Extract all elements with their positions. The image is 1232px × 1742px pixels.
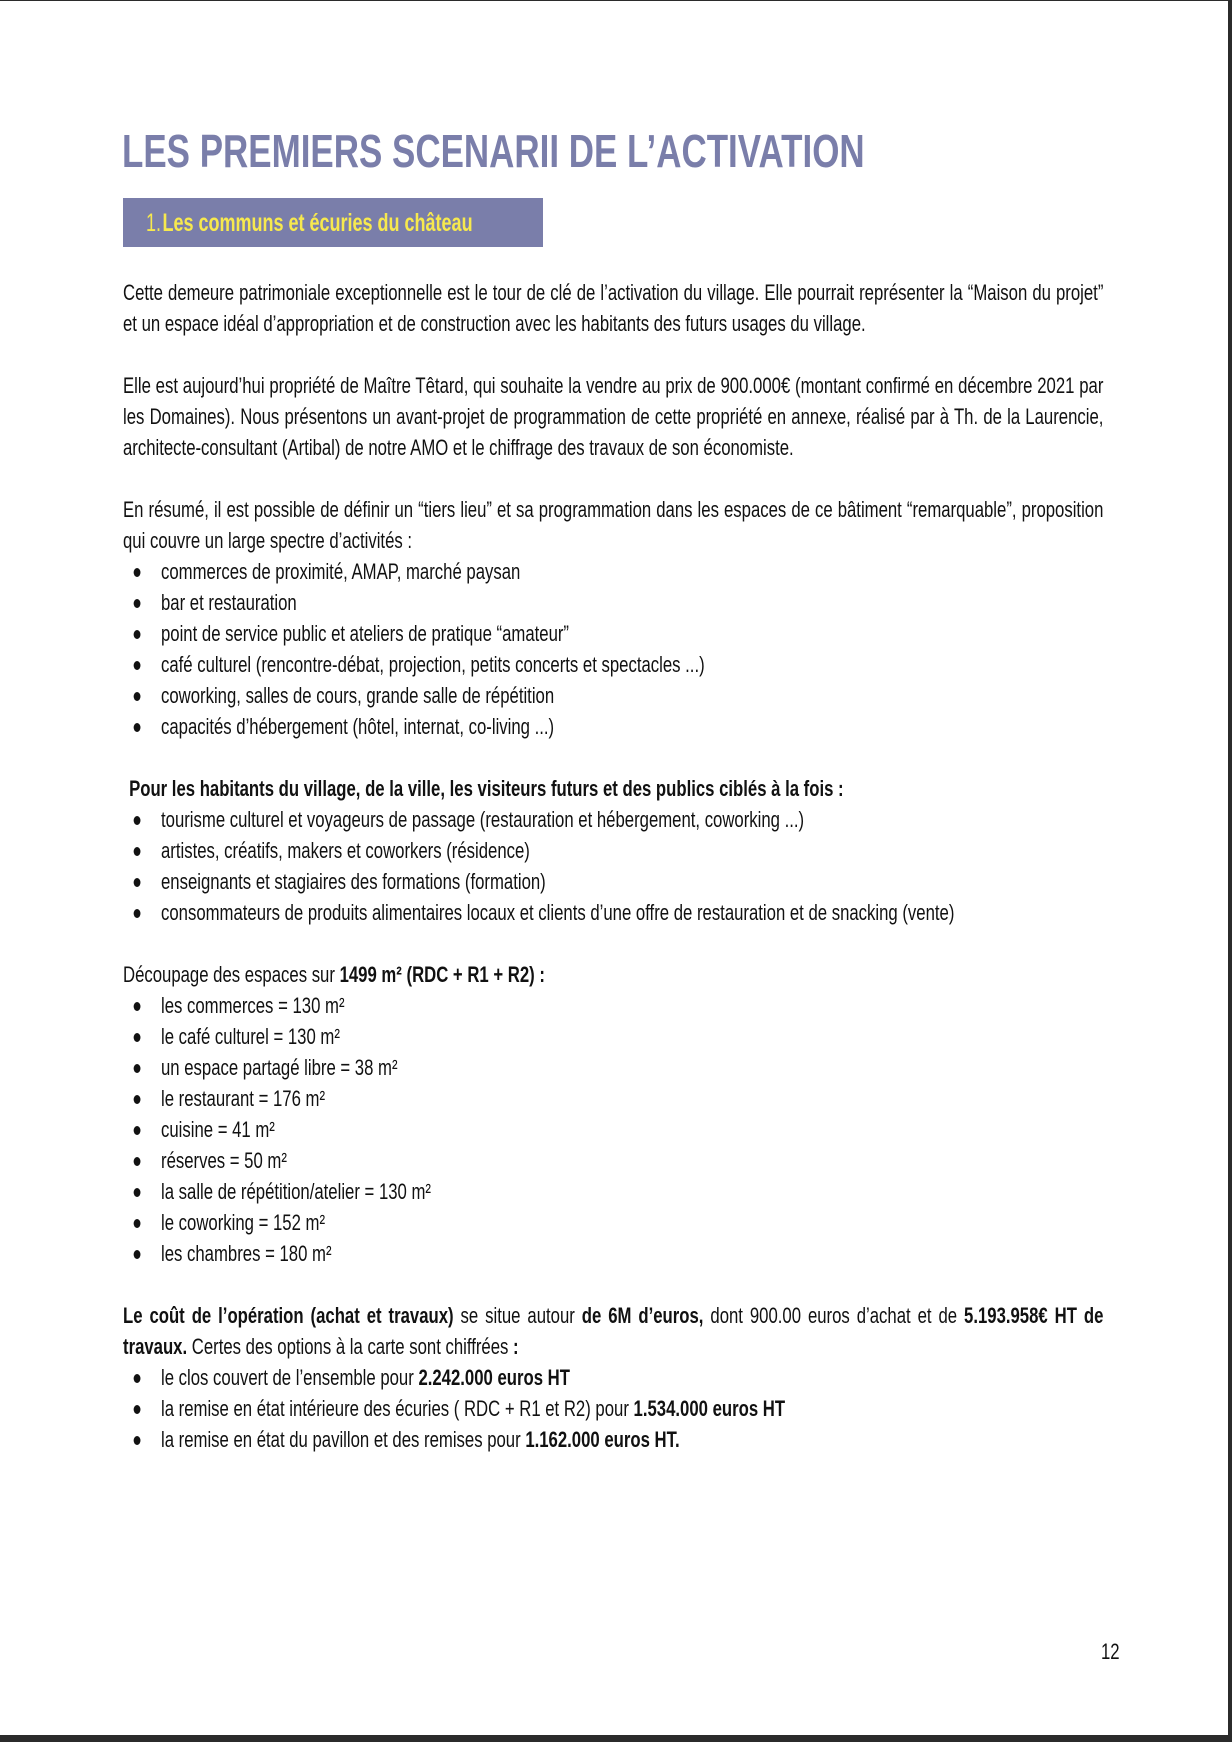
paragraph-intro: Cette demeure patrimoniale exceptionnelle est le tour de clé de l’activation du village. Elle pourrait représenter la “Maison du projet” et un espace idéal d’appropriation et de construction avec les habitants des futurs usages du village. [123, 280, 1104, 336]
total-area: 1499 m² (RDC + R1 + R2) : [339, 962, 545, 987]
list-item: les commerces = 130 m² [123, 990, 1103, 1021]
list-item: la remise en état intérieure des écuries ( RDC + R1 et R2) pour 1.534.000 euros HT [123, 1393, 1103, 1424]
options-list [123, 1362, 1103, 1455]
spaces-intro: Découpage des espaces sur 1499 m² (RDC + R1 + R2) : [123, 962, 545, 987]
document-body [123, 277, 1103, 1455]
page-title: LES PREMIERS SCENARII DE L’ACTIVATION [122, 125, 865, 177]
paragraph-summary: En résumé, il est possible de définir un “tiers lieu” et sa programmation dans les espaces de ce bâtiment “remarquable”, proposition qui couvre un large spectre d’activités : [123, 497, 1104, 553]
spaces-list [123, 990, 1103, 1269]
list-item: tourisme culturel et voyageurs de passage (restauration et hébergement, coworking ...) [123, 804, 1103, 835]
section-header [146, 207, 473, 239]
list-item: la remise en état du pavillon et des remises pour 1.162.000 euros HT. [123, 1424, 1103, 1455]
list-item: consommateurs de produits alimentaires locaux et clients d’une offre de restauration et de snacking (vente) [123, 897, 1103, 928]
list-item: réserves = 50 m² [123, 1145, 1103, 1176]
audience-heading: Pour les habitants du village, de la ville, les visiteurs futurs et des publics ciblés à la fois : [129, 776, 844, 801]
list-item: coworking, salles de cours, grande salle de répétition [123, 680, 1103, 711]
list-item: bar et restauration [123, 587, 1103, 618]
list-item: les chambres = 180 m² [123, 1238, 1103, 1269]
list-item: le restaurant = 176 m² [123, 1083, 1103, 1114]
paragraph-cost: Le coût de l’opération (achat et travaux) se situe autour de 6M d’euros, dont 900.00 euros d’achat et de 5.193.958€ HT de travaux. Certes des options à la carte sont chiffrées : [123, 1303, 1104, 1359]
list-item: le coworking = 152 m² [123, 1207, 1103, 1238]
paragraph-ownership: Elle est aujourd’hui propriété de Maître Têtard, qui souhaite la vendre au prix de 900.000€ (montant confirmé en décembre 2021 par les Domaines). Nous présentons un avant-projet de programmation de cette propriété en annexe, réalisé par à Th. de la Laurencie, architecte-consultant (Artibal) de notre AMO et le chiffrage des travaux de son économiste. [123, 373, 1104, 460]
list-item: le clos couvert de l’ensemble pour 2.242.000 euros HT [123, 1362, 1103, 1393]
audiences-list [123, 804, 1103, 928]
list-item: commerces de proximité, AMAP, marché paysan [123, 556, 1103, 587]
list-item: capacités d’hébergement (hôtel, internat, co-living ...) [123, 711, 1103, 742]
list-item: artistes, créatifs, makers et coworkers (résidence) [123, 835, 1103, 866]
list-item: un espace partagé libre = 38 m² [123, 1052, 1103, 1083]
list-item: le café culturel = 130 m² [123, 1021, 1103, 1052]
list-item: enseignants et stagiaires des formations (formation) [123, 866, 1103, 897]
list-item: cuisine = 41 m² [123, 1114, 1103, 1145]
section-number: 1. [146, 209, 162, 237]
section-title: Les communs et écuries du château [162, 209, 473, 237]
activities-list [123, 556, 1103, 742]
list-item: café culturel (rencontre-débat, projection, petits concerts et spectacles ...) [123, 649, 1103, 680]
list-item: la salle de répétition/atelier = 130 m² [123, 1176, 1103, 1207]
page-number: 12 [1101, 1639, 1120, 1664]
document-page [0, 1, 1228, 1735]
list-item: point de service public et ateliers de pratique “amateur” [123, 618, 1103, 649]
